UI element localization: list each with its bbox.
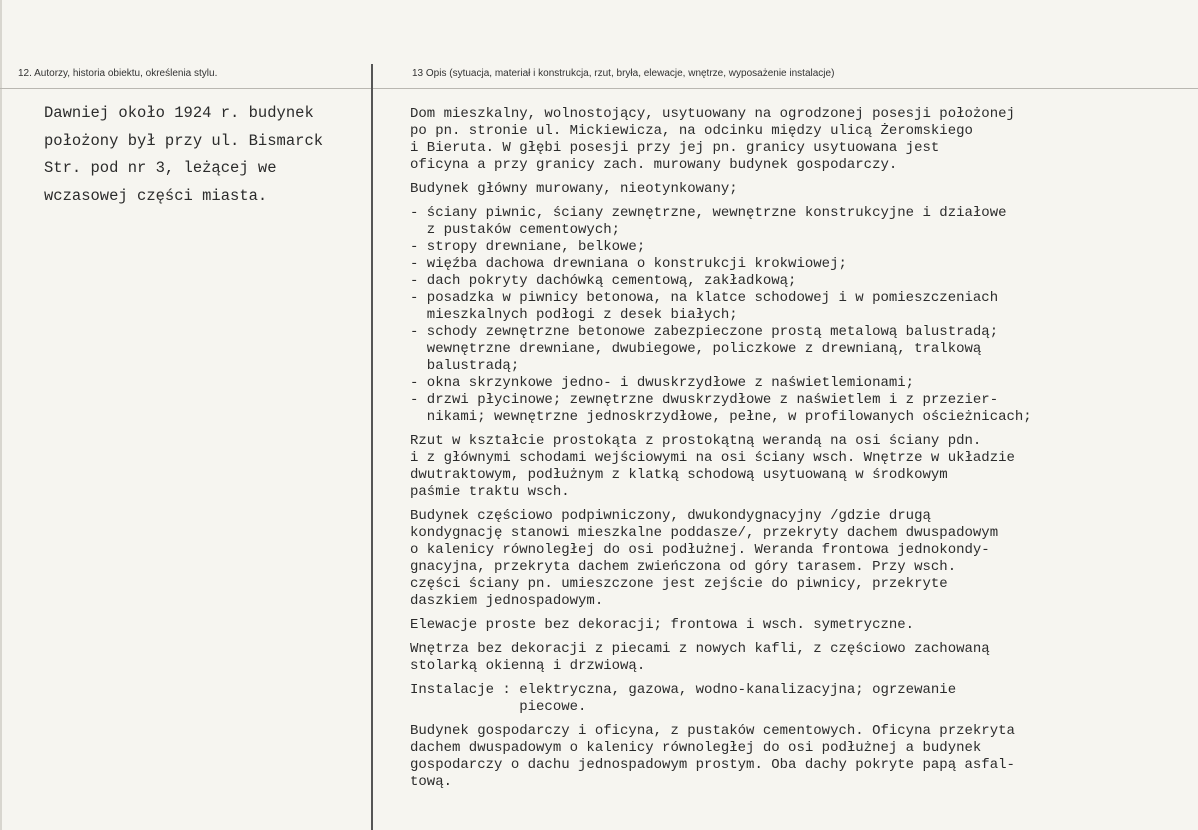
description-line: tową. xyxy=(410,774,453,790)
description-line: dwutraktowym, podłużnym z klatką schodową usytuowaną w środkowym xyxy=(410,467,948,483)
description-line: stolarką okienną i drzwiową. xyxy=(410,658,646,674)
paragraph-gap xyxy=(410,634,1190,641)
description-line: i z głównymi schodami wejściowymi na osi ściany wsch. Wnętrze w układzie xyxy=(410,450,1015,466)
description-line: Instalacje : elektryczna, gazowa, wodno-kanalizacyjna; ogrzewanie xyxy=(410,682,957,698)
description-line: dachem dwuspadowym o kalenicy równoległej do osi podłużnej a budynek xyxy=(410,740,982,756)
description-line: gospodarczy o dachu jednospadowym prostym. Oba dachy pokryte papą asfal- xyxy=(410,757,1015,773)
section-13-header: 13 Opis (sytuacja, materiał i konstrukcja, rzut, bryła, elewacje, wnętrze, wyposażenie instalacje) xyxy=(412,68,835,79)
description-line: mieszkalnych podłogi z desek białych; xyxy=(410,307,738,323)
paragraph-gap xyxy=(410,174,1190,181)
paragraph-gap xyxy=(410,198,1190,205)
description-paragraph xyxy=(410,723,1190,791)
column-divider xyxy=(371,64,373,830)
header-rule xyxy=(0,88,1198,89)
description-paragraph xyxy=(410,433,1190,501)
description-line: - drzwi płycinowe; zewnętrzne dwuskrzydłowe z naświetlem i z przezier- xyxy=(410,392,999,408)
description-line: - okna skrzynkowe jedno- i dwuskrzydłowe z naświetlemionami; xyxy=(410,375,915,391)
paragraph-gap xyxy=(410,610,1190,617)
history-line: wczasowej części miasta. xyxy=(44,186,268,205)
description-paragraph xyxy=(410,508,1190,610)
description-line: kondygnację stanowi mieszkalne poddasze/, przekryty dachem dwuspadowym xyxy=(410,525,999,541)
description-line: i Bieruta. W głębi posesji przy jej pn. granicy usytuowana jest xyxy=(410,140,940,156)
description-line: Rzut w kształcie prostokąta z prostokątną werandą na osi ściany pdn. xyxy=(410,433,982,449)
description-paragraph xyxy=(410,641,1190,675)
description-line: balustradą; xyxy=(410,358,520,374)
description-line: daszkiem jednospadowym. xyxy=(410,593,604,609)
description-line: - posadzka w piwnicy betonowa, na klatce schodowej i w pomieszczeniach xyxy=(410,290,999,306)
description-line: - schody zewnętrzne betonowe zabezpieczone prostą metalową balustradą; xyxy=(410,324,999,340)
paragraph-gap xyxy=(410,501,1190,508)
paragraph-gap xyxy=(410,426,1190,433)
description-paragraph xyxy=(410,617,1190,634)
description-line: - ściany piwnic, ściany zewnętrzne, wewnętrzne konstrukcyjne i działowe xyxy=(410,205,1007,221)
description-line: gnacyjna, przekryta dachem zwieńczona od góry tarasem. Przy wsch. xyxy=(410,559,957,575)
description-line: Elewacje proste bez dekoracji; frontowa i wsch. symetryczne. xyxy=(410,617,915,633)
description-line: Wnętrza bez dekoracji z piecami z nowych kafli, z częściowo zachowaną xyxy=(410,641,990,657)
description-line: z pustaków cementowych; xyxy=(410,222,621,238)
description-text xyxy=(410,106,1190,791)
description-line: Budynek częściowo podpiwniczony, dwukondygnacyjny /gdzie drugą xyxy=(410,508,931,524)
description-line: nikami; wewnętrzne jednoskrzydłowe, pełne, w profilowanych ościeżnicach; xyxy=(410,409,1032,425)
description-line: wewnętrzne drewniane, dwubiegowe, policzkowe z drewnianą, tralkową xyxy=(410,341,982,357)
card-edge xyxy=(0,0,2,830)
description-paragraph xyxy=(410,106,1190,174)
description-line: - stropy drewniane, belkowe; xyxy=(410,239,646,255)
description-line: piecowe. xyxy=(410,699,587,715)
history-text xyxy=(44,100,354,210)
section-12-header: 12. Autorzy, historia obiektu, określenia stylu. xyxy=(18,68,218,79)
description-line: Budynek główny murowany, nieotynkowany; xyxy=(410,181,738,197)
description-line: paśmie traktu wsch. xyxy=(410,484,570,500)
paragraph-gap xyxy=(410,675,1190,682)
description-paragraph xyxy=(410,181,1190,198)
description-line: części ściany pn. umieszczone jest zejście do piwnicy, przekryte xyxy=(410,576,948,592)
description-line: Dom mieszkalny, wolnostojący, usytuowany na ogrodzonej posesji położonej xyxy=(410,106,1015,122)
description-line: - dach pokryty dachówką cementową, zakładkową; xyxy=(410,273,797,289)
history-line: położony był przy ul. Bismarck xyxy=(44,131,324,150)
history-line: Str. pod nr 3, leżącej we xyxy=(44,159,277,177)
description-line: - więźba dachowa drewniana o konstrukcji krokwiowej; xyxy=(410,256,847,272)
description-line: Budynek gospodarczy i oficyna, z pustaków cementowych. Oficyna przekryta xyxy=(410,723,1015,739)
description-line: po pn. stronie ul. Mickiewicza, na odcinku między ulicą Żeromskiego xyxy=(410,123,973,139)
paragraph-gap xyxy=(410,716,1190,723)
description-line: oficyna a przy granicy zach. murowany budynek gospodarczy. xyxy=(410,157,898,173)
description-paragraph xyxy=(410,682,1190,716)
history-line: Dawniej około 1924 r. budynek xyxy=(44,104,314,122)
description-paragraph xyxy=(410,205,1190,426)
description-line: o kalenicy równoległej do osi podłużnej. Weranda frontowa jednokondy- xyxy=(410,542,990,558)
